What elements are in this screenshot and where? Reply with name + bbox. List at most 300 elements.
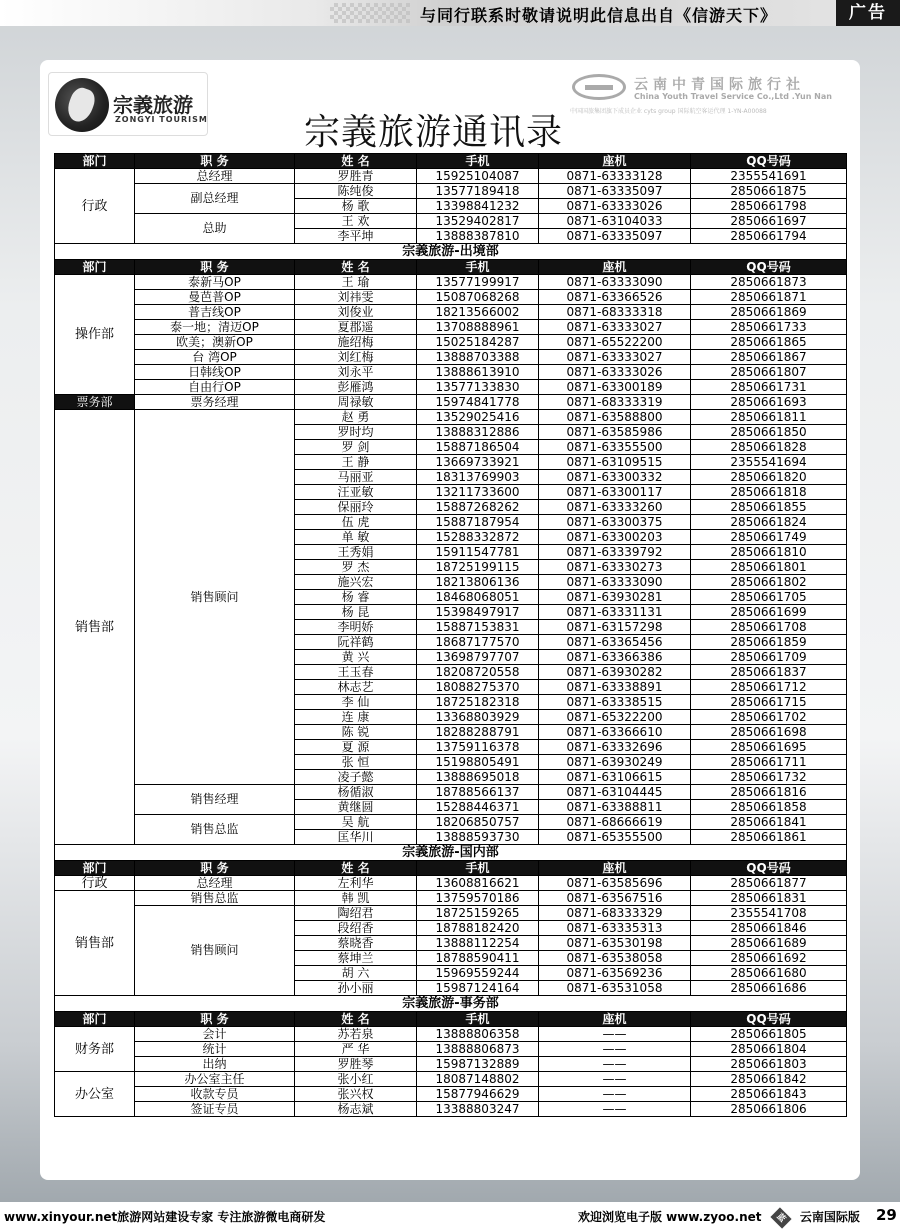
- landline-number: 0871-63330273: [539, 560, 691, 575]
- mobile-number: 13577189418: [417, 184, 539, 199]
- mobile-number: 13698797707: [417, 650, 539, 665]
- qq-number: 2850661802: [691, 575, 847, 590]
- mobile-number: 18687177570: [417, 635, 539, 650]
- table-row: [55, 1102, 847, 1117]
- person-name: 施兴宏: [295, 575, 417, 590]
- section-title: 宗義旅游-出境部: [55, 244, 847, 260]
- table-row: [55, 815, 847, 830]
- affairs-role: 统计: [135, 1042, 295, 1057]
- header-role: 职 务: [135, 154, 295, 169]
- dept-finance: 财务部: [55, 1027, 135, 1072]
- dept-ticket: 票务部: [55, 395, 135, 410]
- qq-number: 2850661749: [691, 530, 847, 545]
- qq-number: 2850661842: [691, 1072, 847, 1087]
- person-name: 严 华: [295, 1042, 417, 1057]
- header-name: 姓 名: [295, 1012, 417, 1027]
- table-row: [55, 380, 847, 395]
- table-row: [55, 184, 847, 199]
- mobile-number: 13529402817: [417, 214, 539, 229]
- person-name: 罗 剑: [295, 440, 417, 455]
- qq-number: 2850661869: [691, 305, 847, 320]
- landline-dash: ——: [539, 1042, 691, 1057]
- header-qq: QQ号码: [691, 1012, 847, 1027]
- affairs-role: 出纳: [135, 1057, 295, 1072]
- qq-number: 2850661858: [691, 800, 847, 815]
- mobile-number: 18313769903: [417, 470, 539, 485]
- qq-number: 2850661698: [691, 725, 847, 740]
- landline-number: 0871-63333090: [539, 575, 691, 590]
- mobile-number: 18468068051: [417, 590, 539, 605]
- table-row: [55, 1087, 847, 1102]
- mobile-number: 15887268262: [417, 500, 539, 515]
- mobile-number: 15198805491: [417, 755, 539, 770]
- qq-number: 2850661711: [691, 755, 847, 770]
- mobile-number: 18208720558: [417, 665, 539, 680]
- mobile-number: 13368803929: [417, 710, 539, 725]
- qq-number: 2850661824: [691, 515, 847, 530]
- landline-number: 0871-63567516: [539, 891, 691, 906]
- mobile-number: 15887187954: [417, 515, 539, 530]
- section-title: 宗義旅游-事务部: [55, 996, 847, 1012]
- qq-number: 2850661831: [691, 891, 847, 906]
- person-name: 张兴权: [295, 1087, 417, 1102]
- person-name: 连 康: [295, 710, 417, 725]
- person-name: 伍 虎: [295, 515, 417, 530]
- qq-number: 2850661810: [691, 545, 847, 560]
- mobile-number: 13888806358: [417, 1027, 539, 1042]
- section-row: [55, 845, 847, 861]
- mobile-number: 15887153831: [417, 620, 539, 635]
- role-ticket-mgr: 票务经理: [135, 395, 295, 410]
- landline-number: 0871-63569236: [539, 966, 691, 981]
- qq-number: 2850661877: [691, 876, 847, 891]
- person-name: 林志艺: [295, 680, 417, 695]
- qq-number: 2850661867: [691, 350, 847, 365]
- landline-dash: ——: [539, 1072, 691, 1087]
- table-row: [55, 891, 847, 906]
- person-name: 阮祥鹤: [295, 635, 417, 650]
- landline-number: 0871-63333027: [539, 320, 691, 335]
- mobile-number: 13759570186: [417, 891, 539, 906]
- mobile-number: 18788590411: [417, 951, 539, 966]
- mobile-number: 13398841232: [417, 199, 539, 214]
- landline-number: 0871-63585986: [539, 425, 691, 440]
- affairs-role: 办公室主任: [135, 1072, 295, 1087]
- notice-text: 与同行联系时敬请说明此信息出自《信游天下》: [420, 6, 778, 25]
- qq-number: 2850661801: [691, 560, 847, 575]
- landline-number: 0871-63104033: [539, 214, 691, 229]
- qq-number: 2850661873: [691, 275, 847, 290]
- directory-table: [54, 153, 847, 1117]
- landline-number: 0871-63530198: [539, 936, 691, 951]
- qq-number: 2850661804: [691, 1042, 847, 1057]
- table-row: [55, 320, 847, 335]
- zongyi-logo: [48, 72, 208, 136]
- header-phone: 座机: [539, 861, 691, 876]
- person-name: 汪亚敏: [295, 485, 417, 500]
- landline-dash: ——: [539, 1027, 691, 1042]
- person-name: 周禄敏: [295, 395, 417, 410]
- page-number: 29: [876, 1206, 897, 1224]
- cyts-logo: [570, 72, 850, 122]
- landline-number: 0871-63300203: [539, 530, 691, 545]
- mobile-number: 18206850757: [417, 815, 539, 830]
- table-row: [55, 290, 847, 305]
- person-name: 杨 昆: [295, 605, 417, 620]
- qq-number: 2850661871: [691, 290, 847, 305]
- header-dept: 部门: [55, 861, 135, 876]
- person-name: 左利华: [295, 876, 417, 891]
- landline-number: 0871-63930282: [539, 665, 691, 680]
- mobile-number: 18788182420: [417, 921, 539, 936]
- mobile-number: 13888387810: [417, 229, 539, 244]
- mobile-number: 13577133830: [417, 380, 539, 395]
- person-name: 施绍梅: [295, 335, 417, 350]
- person-name: 蔡坤兰: [295, 951, 417, 966]
- qq-number: 2850661850: [691, 425, 847, 440]
- dept-sales-domestic: 销售部: [55, 891, 135, 996]
- header-role: 职 务: [135, 1012, 295, 1027]
- landline-number: 0871-63365456: [539, 635, 691, 650]
- landline-number: 0871-63366386: [539, 650, 691, 665]
- footer-left: www.xinyour.net旅游网站建设专家 专注旅游微电商研发: [4, 1210, 326, 1224]
- role-gm: 总经理: [135, 169, 295, 184]
- mobile-number: 15987132889: [417, 1057, 539, 1072]
- globe-icon: [572, 74, 626, 100]
- mobile-number: 15398497917: [417, 605, 539, 620]
- header-qq: QQ号码: [691, 861, 847, 876]
- mobile-number: 13759116378: [417, 740, 539, 755]
- header-mobile: 手机: [417, 861, 539, 876]
- header-mobile: 手机: [417, 260, 539, 275]
- person-name: 王秀娟: [295, 545, 417, 560]
- person-name: 保丽玲: [295, 500, 417, 515]
- table-row: [55, 365, 847, 380]
- mobile-number: 15087068268: [417, 290, 539, 305]
- person-name: 罗 杰: [295, 560, 417, 575]
- table-row: [55, 1057, 847, 1072]
- landline-number: 0871-63335097: [539, 184, 691, 199]
- table-row: [55, 410, 847, 425]
- person-name: 王玉春: [295, 665, 417, 680]
- landline-number: 0871-63338891: [539, 680, 691, 695]
- header-mobile: 手机: [417, 154, 539, 169]
- role-consultant-domestic: 销售顾问: [135, 906, 295, 996]
- mobile-number: 15969559244: [417, 966, 539, 981]
- affairs-role: 会计: [135, 1027, 295, 1042]
- landline-number: 0871-63333260: [539, 500, 691, 515]
- landline-dash: ——: [539, 1102, 691, 1117]
- mobile-number: 15974841778: [417, 395, 539, 410]
- qq-number: 2850661702: [691, 710, 847, 725]
- qq-number: 2850661841: [691, 815, 847, 830]
- qq-number: 2850661731: [691, 380, 847, 395]
- landline-dash: ——: [539, 1057, 691, 1072]
- landline-number: 0871-63300332: [539, 470, 691, 485]
- mobile-number: 15911547781: [417, 545, 539, 560]
- landline-number: 0871-68333329: [539, 906, 691, 921]
- qq-number: 2850661709: [691, 650, 847, 665]
- landline-number: 0871-63109515: [539, 455, 691, 470]
- table-row: [55, 350, 847, 365]
- landline-number: 0871-63366610: [539, 725, 691, 740]
- person-name: 韩 凯: [295, 891, 417, 906]
- qq-number: 2850661855: [691, 500, 847, 515]
- person-name: 李平坤: [295, 229, 417, 244]
- mobile-number: 18087148802: [417, 1072, 539, 1087]
- landline-number: 0871-63930281: [539, 590, 691, 605]
- qq-number: 2850661828: [691, 440, 847, 455]
- mobile-number: 13577199917: [417, 275, 539, 290]
- qq-number: 2355541691: [691, 169, 847, 184]
- table-row: [55, 906, 847, 921]
- landline-number: 0871-65322200: [539, 710, 691, 725]
- landline-number: 0871-63300189: [539, 380, 691, 395]
- mobile-number: 13888806873: [417, 1042, 539, 1057]
- mobile-number: 13529025416: [417, 410, 539, 425]
- op-role: 台 湾OP: [135, 350, 295, 365]
- qq-number: 2850661732: [691, 770, 847, 785]
- qq-number: 2355541708: [691, 906, 847, 921]
- qq-number: 2850661807: [691, 365, 847, 380]
- person-name: 孙小丽: [295, 981, 417, 996]
- header-role: 职 务: [135, 260, 295, 275]
- dept-sales: 销售部: [55, 410, 135, 845]
- header-row: [55, 260, 847, 275]
- person-name: 彭雁鸿: [295, 380, 417, 395]
- person-name: 罗胜琴: [295, 1057, 417, 1072]
- landline-number: 0871-63104445: [539, 785, 691, 800]
- qq-number: 2850661805: [691, 1027, 847, 1042]
- ad-tag: 广告: [836, 0, 900, 26]
- mobile-number: 13888593730: [417, 830, 539, 845]
- landline-number: 0871-63300375: [539, 515, 691, 530]
- mobile-number: 13608816621: [417, 876, 539, 891]
- dept-office: 办公室: [55, 1072, 135, 1117]
- person-name: 王 静: [295, 455, 417, 470]
- header-qq: QQ号码: [691, 260, 847, 275]
- person-name: 马丽亚: [295, 470, 417, 485]
- mobile-number: 15288446371: [417, 800, 539, 815]
- qq-number: 2850661798: [691, 199, 847, 214]
- landline-number: 0871-63538058: [539, 951, 691, 966]
- header-name: 姓 名: [295, 260, 417, 275]
- person-name: 单 敏: [295, 530, 417, 545]
- qq-number: 2850661811: [691, 410, 847, 425]
- affairs-role: 签证专员: [135, 1102, 295, 1117]
- cyts-cn: 云南中青国际旅行社: [634, 77, 805, 93]
- landline-number: 0871-63588800: [539, 410, 691, 425]
- page-title: 宗義旅游通讯录: [304, 112, 564, 153]
- table-row: [55, 169, 847, 184]
- person-name: 匡华川: [295, 830, 417, 845]
- qq-number: 2850661705: [691, 590, 847, 605]
- table-row: [55, 275, 847, 290]
- person-name: 李 仙: [295, 695, 417, 710]
- person-name: 赵 勇: [295, 410, 417, 425]
- header-name: 姓 名: [295, 154, 417, 169]
- landline-number: 0871-63355500: [539, 440, 691, 455]
- qq-number: 2850661733: [691, 320, 847, 335]
- mobile-number: 15887186504: [417, 440, 539, 455]
- op-role: 欧美；澳新OP: [135, 335, 295, 350]
- person-name: 王 瑜: [295, 275, 417, 290]
- person-name: 张小红: [295, 1072, 417, 1087]
- qq-number: 2850661846: [691, 921, 847, 936]
- table-row: [55, 785, 847, 800]
- mobile-number: 18725199115: [417, 560, 539, 575]
- person-name: 凌子懿: [295, 770, 417, 785]
- mobile-number: 18725182318: [417, 695, 539, 710]
- cyts-en: China Youth Travel Service Co.,Ltd .Yun Nan: [634, 92, 832, 101]
- landline-number: 0871-63157298: [539, 620, 691, 635]
- mobile-number: 15288332872: [417, 530, 539, 545]
- person-name: 陈纯俊: [295, 184, 417, 199]
- person-name: 蔡晓香: [295, 936, 417, 951]
- table-row: [55, 876, 847, 891]
- table-row: [55, 335, 847, 350]
- qq-number: 2850661697: [691, 214, 847, 229]
- op-role: 自由行OP: [135, 380, 295, 395]
- header-phone: 座机: [539, 1012, 691, 1027]
- qq-number: 2850661794: [691, 229, 847, 244]
- footer-right-pre: 欢迎浏览电子版 www.zyoo.net: [578, 1210, 762, 1224]
- qq-number: 2850661699: [691, 605, 847, 620]
- header-qq: QQ号码: [691, 154, 847, 169]
- qq-number: 2850661708: [691, 620, 847, 635]
- op-role: 泰一地；清迈OP: [135, 320, 295, 335]
- mobile-number: 18213806136: [417, 575, 539, 590]
- person-name: 刘红梅: [295, 350, 417, 365]
- person-name: 杨 歌: [295, 199, 417, 214]
- mobile-number: 15025184287: [417, 335, 539, 350]
- logo-en: ZONGYI TOURISM: [115, 115, 208, 124]
- landline-number: 0871-63331131: [539, 605, 691, 620]
- header-role: 职 务: [135, 861, 295, 876]
- mobile-number: 13211733600: [417, 485, 539, 500]
- qq-number: 2850661818: [691, 485, 847, 500]
- landline-number: 0871-63300117: [539, 485, 691, 500]
- mobile-number: 13888112254: [417, 936, 539, 951]
- mobile-number: 13669733921: [417, 455, 539, 470]
- person-name: 夏郡遥: [295, 320, 417, 335]
- qq-number: 2850661680: [691, 966, 847, 981]
- landline-number: 0871-63339792: [539, 545, 691, 560]
- landline-number: 0871-63388811: [539, 800, 691, 815]
- role-dgm: 副总经理: [135, 184, 295, 214]
- logo-cn: 宗義旅游: [113, 93, 193, 117]
- landline-number: 0871-68333318: [539, 305, 691, 320]
- mobile-number: 18213566002: [417, 305, 539, 320]
- op-role: 曼芭普OP: [135, 290, 295, 305]
- person-name: 刘永平: [295, 365, 417, 380]
- mobile-number: 15877946629: [417, 1087, 539, 1102]
- checker-pattern: [330, 3, 410, 23]
- op-role: 日韩线OP: [135, 365, 295, 380]
- landline-number: 0871-63335313: [539, 921, 691, 936]
- person-name: 吴 航: [295, 815, 417, 830]
- landline-number: 0871-63531058: [539, 981, 691, 996]
- footer: [0, 1202, 900, 1230]
- person-name: 陈 锐: [295, 725, 417, 740]
- footer-right: [578, 1208, 860, 1227]
- mobile-number: 15925104087: [417, 169, 539, 184]
- landline-number: 0871-63106615: [539, 770, 691, 785]
- person-name: 李明娇: [295, 620, 417, 635]
- qq-number: 2850661820: [691, 470, 847, 485]
- landline-number: 0871-63333026: [539, 365, 691, 380]
- role-sales-dir-domestic: 销售总监: [135, 891, 295, 906]
- mobile-number: 13388803247: [417, 1102, 539, 1117]
- header-name: 姓 名: [295, 861, 417, 876]
- mobile-number: 13708888961: [417, 320, 539, 335]
- table-row: [55, 1042, 847, 1057]
- mobile-number: 13888613910: [417, 365, 539, 380]
- landline-number: 0871-65522200: [539, 335, 691, 350]
- landline-number: 0871-63333026: [539, 199, 691, 214]
- lan-diamond-icon: 蓝: [770, 1207, 791, 1228]
- qq-number: 2850661816: [691, 785, 847, 800]
- table-row: [55, 395, 847, 410]
- landline-number: 0871-63338515: [539, 695, 691, 710]
- qq-number: 2850661843: [691, 1087, 847, 1102]
- landline-number: 0871-63930249: [539, 755, 691, 770]
- cyts-small: 中国国旅集团旗下成员企业 cyts group 国际航空客运代理 1-YN-A00088: [570, 108, 767, 115]
- table-row: [55, 1027, 847, 1042]
- person-name: 苏若泉: [295, 1027, 417, 1042]
- header-row: [55, 861, 847, 876]
- person-name: 陶绍君: [295, 906, 417, 921]
- mobile-number: 13888695018: [417, 770, 539, 785]
- person-name: 王 欢: [295, 214, 417, 229]
- person-name: 刘俊业: [295, 305, 417, 320]
- person-name: 段绍香: [295, 921, 417, 936]
- person-name: 杨循淑: [295, 785, 417, 800]
- header-dept: 部门: [55, 154, 135, 169]
- table-row: [55, 1072, 847, 1087]
- qq-number: 2850661861: [691, 830, 847, 845]
- person-name: 杨志斌: [295, 1102, 417, 1117]
- landline-number: 0871-63332696: [539, 740, 691, 755]
- role-sales-mgr: 销售经理: [135, 785, 295, 815]
- landline-number: 0871-63366526: [539, 290, 691, 305]
- mobile-number: 18088275370: [417, 680, 539, 695]
- section-row: [55, 996, 847, 1012]
- qq-number: 2850661806: [691, 1102, 847, 1117]
- section-title: 宗義旅游-国内部: [55, 845, 847, 861]
- table-row: [55, 305, 847, 320]
- header-dept: 部门: [55, 260, 135, 275]
- qq-number: 2850661859: [691, 635, 847, 650]
- landline-number: 0871-63333090: [539, 275, 691, 290]
- table-row: [55, 214, 847, 229]
- landline-number: 0871-68666619: [539, 815, 691, 830]
- qq-number: 2850661689: [691, 936, 847, 951]
- person-name: 张 恒: [295, 755, 417, 770]
- landline-number: 0871-63333027: [539, 350, 691, 365]
- header-row: [55, 1012, 847, 1027]
- qq-number: 2850661686: [691, 981, 847, 996]
- mobile-number: 18788566137: [417, 785, 539, 800]
- qq-number: 2355541694: [691, 455, 847, 470]
- section-row: [55, 244, 847, 260]
- role-gm-domestic: 总经理: [135, 876, 295, 891]
- landline-number: 0871-65355500: [539, 830, 691, 845]
- mobile-number: 15987124164: [417, 981, 539, 996]
- qq-number: 2850661693: [691, 395, 847, 410]
- op-role: 泰新马OP: [135, 275, 295, 290]
- landline-number: 0871-63335097: [539, 229, 691, 244]
